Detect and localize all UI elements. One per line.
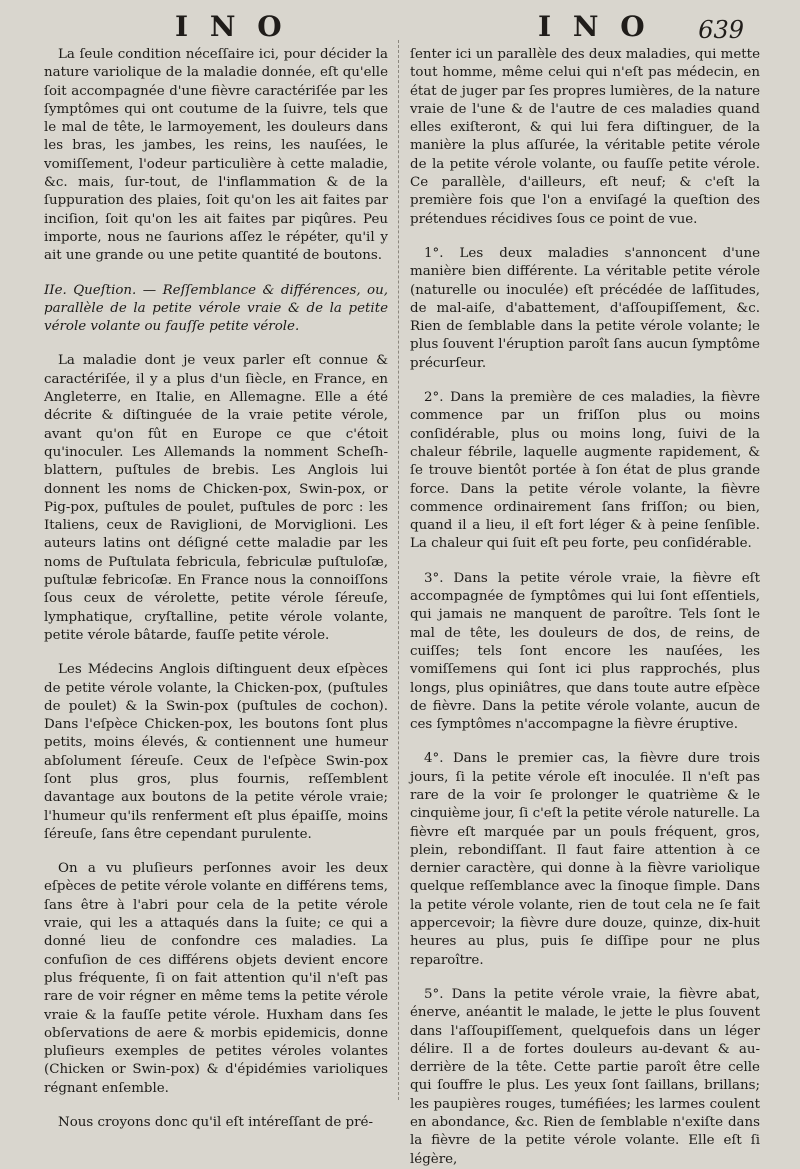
paragraph: 5°. Dans la petite vérole vraie, la fièvre abat, énerve, anéantit le malade, le jette le plus ſouvent dans l'aſſoupiſſement, quelquefois dans un léger délire. Il a de fortes douleurs au-devant & au-derrière de la tête. Cette partie paroît être celle qui ſouffre le plus. Les yeux ſont ſaillans, brillans; les paupières rouges, tuméfiées; les larmes coulent en abondance, &c. Rien de ſemblable n'exiſte dans la fièvre de la petite vérole volante. Elle eſt ſi légère,: [410, 986, 760, 1167]
column-divider: [398, 40, 399, 1100]
right-column: [410, 46, 760, 1169]
section-heading: IIe. Queſtion. — Reſſemblance & différences, ou, parallèle de la petite vérole vraie & de la petite vérole volante ou fauſſe petite vérole.: [44, 282, 388, 335]
running-head-left: I N O: [175, 10, 288, 43]
left-column: [44, 46, 388, 1132]
page-number: 639: [698, 16, 744, 44]
paragraph: La ſeule condition néceſſaire ici, pour décider la nature variolique de la maladie donnée, eſt qu'elle ſoit accompagnée d'une fièvre caractériſée par les ſymptômes qui ont coutume de la ſuivre, tels que le mal de tête, le larmoyement, les douleurs dans les bras, les jambes, les reins, les nauſées, le vomiſſement, l'odeur particulière à cette maladie, &c. mais, ſur-tout, de l'inflammation & de la ſuppuration des plaies, ſoit qu'on les ait faites par inciſion, ſoit qu'on les ait faites par piqûres. Peu importe, nous ne ſaurions aſſez le répéter, qu'il y ait une grande ou une petite quantité de boutons.: [44, 47, 388, 264]
paragraph: La maladie dont je veux parler eſt connue & caractériſée, il y a plus d'un ſiècle, en France, en Angleterre, en Italie, en Allemagne. Elle a été décrite & diſtinguée de la vraie petite vérole, avant qu'on fût en Europe ce que c'étoit qu'inoculer. Les Allemands la nomment Scheſh-blattern, puſtules de brebis. Les Anglois lui donnent les noms de Chicken-pox, Swin-pox, or Pig-pox, puſtules de poulet, puſtules de porc : les Italiens, ceux de Raviglioni, de Morviglioni. Les auteurs latins ont déſigné cette maladie par les noms de Puſtulata febricula, febriculæ puſtuloſæ, puſtulæ febricoſæ. En France nous la connoiſſons ſous ceux de vérolette, petite vérole ſéreuſe, lymphatique, cryſtalline, petite vérole volante, petite vérole bâtarde, fauſſe petite vérole.: [44, 353, 388, 643]
paragraph: 1°. Les deux maladies s'annoncent d'une manière bien différente. La véritable petite vérole (naturelle ou inoculée) eſt précédée de laſſitudes, de mal-aiſe, d'abattement, d'aſſoupiſſement, &c. Rien de ſemblable dans la petite vérole volante; le plus ſouvent l'éruption paroît ſans aucun ſymptôme précurſeur.: [410, 245, 760, 371]
paragraph: Nous croyons donc qu'il eſt intéreſſant de pré-: [58, 1115, 373, 1131]
paragraph: On a vu pluſieurs perſonnes avoir les deux eſpèces de petite vérole volante en différens tems, ſans être à l'abri pour cela de la petite vérole vraie, qui les a attaqués dans la ſuite; ce qui a donné lieu de confondre ces maladies. La confuſion de ces différens objets devient encore plus fréquente, ſi on fait attention qu'il n'eſt pas rare de voir régner en même tems la petite vérole vraie & la fauſſe petite vérole. Huxham dans ſes obſervations de aere & morbis epidemicis, donne pluſieurs exemples de petites véroles volantes (Chicken or Swin-pox) & d'épidémies varioliques régnant enſemble.: [44, 861, 388, 1096]
paragraph: 2°. Dans la première de ces maladies, la fièvre commence par un friſſon plus ou moins conſidérable, plus ou moins long, ſuivi de la chaleur fébrile, laquelle augmente rapidement, & ſe trouve bientôt portée à ſon état de plus grande force. Dans la petite vérole volante, la fièvre commence ordinairement ſans friſſon; ou bien, quand il a lieu, il eſt fort léger & à peine ſenſible. La chaleur qui ſuit eſt peu forte, peu conſidérable.: [410, 390, 760, 552]
paragraph: 4°. Dans le premier cas, la fièvre dure trois jours, ſi la petite vérole eſt inoculée. Il n'eſt pas rare de la voir ſe prolonger le quatrième & le cinquième jour, ſi c'eſt la petite vérole naturelle. La fièvre eſt marquée par un pouls fréquent, gros, plein, rebondiſſant. Il faut faire attention à ce dernier caractère, qui donne à la fièvre variolique quelque reſſemblance avec la ſinoque ſimple. Dans la petite vérole volante, rien de tout cela ne ſe fait appercevoir; la fièvre dure douze, quinze, dix-huit heures au plus, puis ſe diſſipe pour ne plus reparoître.: [410, 751, 760, 968]
paragraph: 3°. Dans la petite vérole vraie, la fièvre eſt accompagnée de ſymptômes qui lui ſont eſſentiels, qui jamais ne manquent de paroître. Tels ſont le mal de tête, les douleurs de dos, de reins, de cuiſſes; tels ſont encore les nauſées, les vomiſſemens qui ſont ici plus rapprochés, plus longs, plus opiniâtres, que dans toute autre eſpèce de fièvre. Dans la petite vérole volante, aucun de ces ſymptômes n'accompagne la fièvre éruptive.: [410, 570, 760, 733]
running-head-right: I N O: [538, 10, 651, 43]
paragraph: Les Médecins Anglois diſtinguent deux eſpèces de petite vérole volante, la Chicken-pox, (puſtules de poulet) & la Swin-pox (puſtules de cochon). Dans l'eſpèce Chicken-pox, les boutons ſont plus petits, moins élevés, & contiennent une humeur abſolument ſéreuſe. Ceux de l'eſpèce Swin-pox ſont plus gros, plus fournis, reſſemblent davantage aux boutons de la petite vérole vraie; l'humeur qu'ils renferment eſt plus épaiſſe, moins ſéreuſe, ſans être cependant purulente.: [44, 662, 388, 842]
paragraph: ſenter ici un parallèle des deux maladies, qui mette tout homme, même celui qui n'eſt pas médecin, en état de juger par ſes propres lumières, de la nature vraie de l'une & de l'autre de ces maladies quand elles exiſteront, & qui lui fera diſtinguer, de la manière la plus aſſurée, la véritable petite vérole de la petite vérole volante, ou fauſſe petite vérole. Ce parallèle, d'ailleurs, eſt neuf; & c'eſt la première fois que l'on a enviſagé la queſtion des prétendues récidives ſous ce point de vue.: [410, 47, 760, 227]
